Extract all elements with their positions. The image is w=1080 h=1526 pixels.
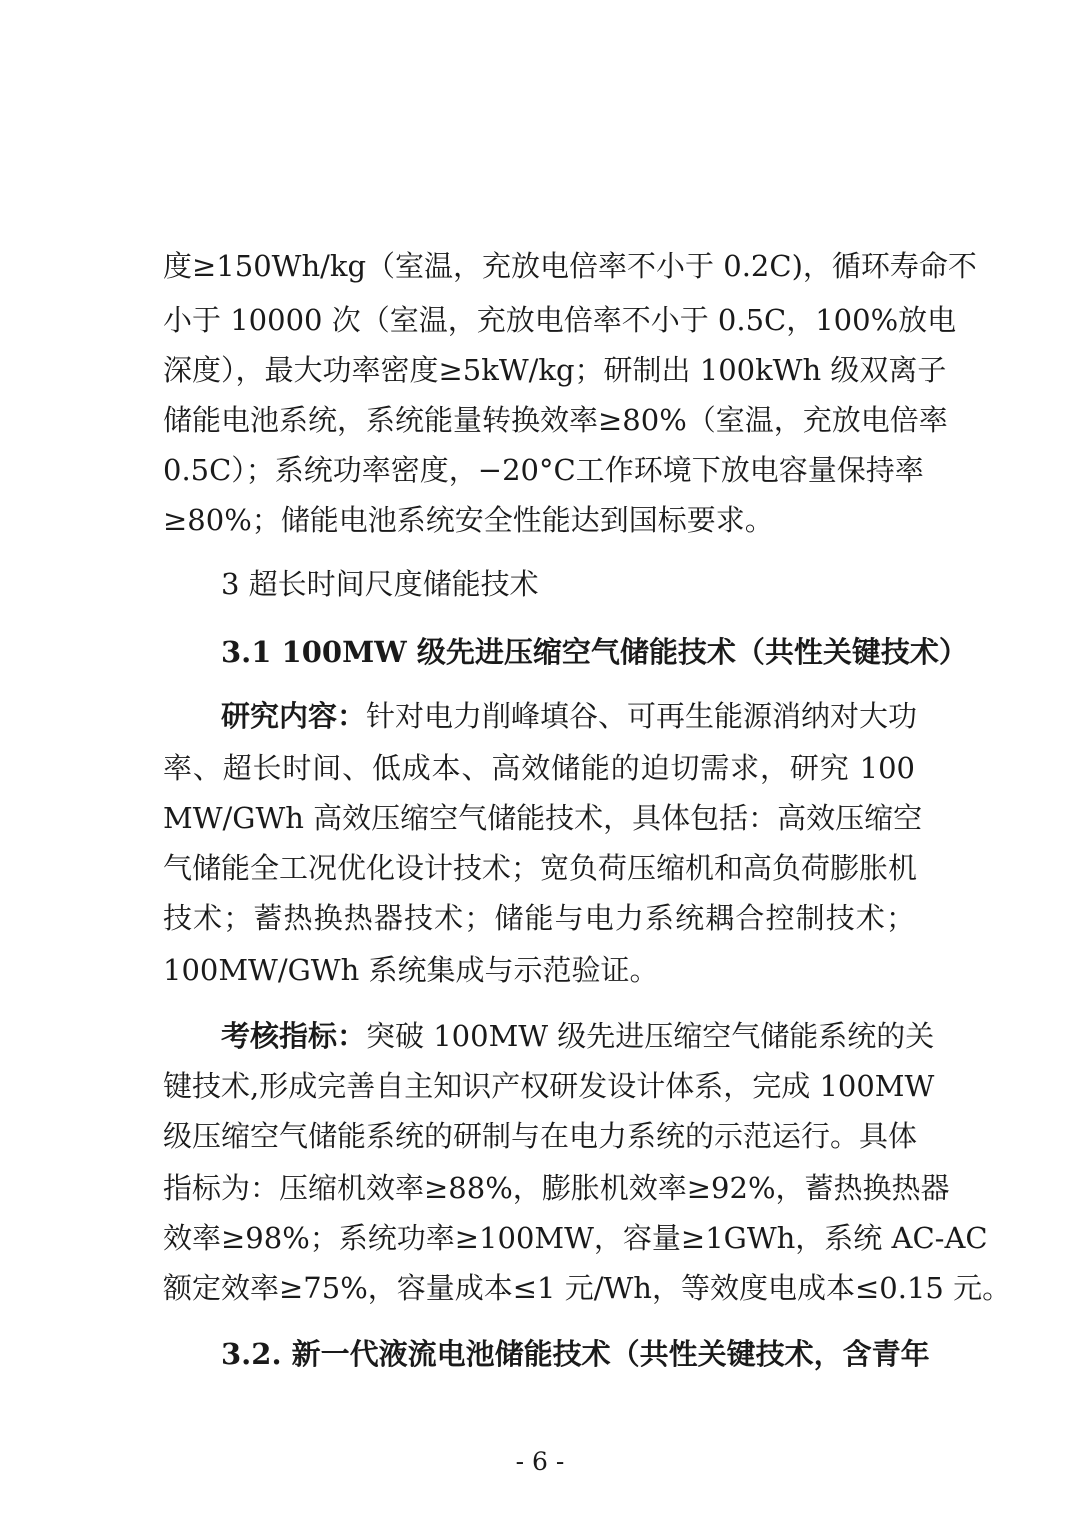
text-line: 级压缩空气储能系统的研制与在电力系统的示范运行。具体 [163,1119,918,1153]
assessment-label: 考核指标： [221,1019,367,1053]
assessment-first-text: 突破 100MW 级先进压缩空气储能系统的关 [366,1019,935,1053]
text-line: 度≥150Wh/kg（室温，充放电倍率不小于 0.2C)，循环寿命不 [163,249,977,283]
page-number: - 6 - [515,1447,565,1476]
text-line: 深度），最大功率密度≥5kW/kg；研制出 100kWh 级双离子 [163,353,947,387]
text-line: ≥80%；储能电池系统安全性能达到国标要求。 [163,503,774,537]
text-line: 指标为：压缩机效率≥88%，膨胀机效率≥92%，蓄热换热器 [163,1171,950,1205]
text-line: 小于 10000 次（室温，充放电倍率不小于 0.5C，100%放电 [163,303,957,337]
subsection-heading: 3.2. 新一代液流电池储能技术（共性关键技术，含青年 [221,1337,930,1371]
text-line: 技术；蓄热换热器技术；储能与电力系统耦合控制技术； [163,901,915,935]
assessment-first-line [221,1010,935,1062]
text-line: 0.5C）；系统功率密度，−20°C工作环境下放电容量保持率 [163,453,924,487]
text-line: 效率≥98%；系统功率≥100MW，容量≥1GWh，系统 AC-AC [163,1221,988,1255]
section-heading: 3 超长时间尺度储能技术 [221,567,539,601]
research-first-line [221,690,918,742]
subsection-heading: 3.1 100MW 级先进压缩空气储能技术（共性关键技术） [221,635,968,669]
text-line: MW/GWh 高效压缩空气储能技术，具体包括：高效压缩空 [163,801,923,835]
text-line: 100MW/GWh 系统集成与示范验证。 [163,953,659,987]
text-line: 率、超长时间、低成本、高效储能的迫切需求，研究 100 [163,751,915,785]
research-first-text: 针对电力削峰填谷、可再生能源消纳对大功 [366,699,918,733]
text-line: 额定效率≥75%，容量成本≤1 元/Wh，等效度电成本≤0.15 元。 [163,1271,1012,1305]
text-line: 气储能全工况优化设计技术；宽负荷压缩机和高负荷膨胀机 [163,851,918,885]
research-label: 研究内容： [221,699,367,733]
text-line: 键技术,形成完善自主知识产权研发设计体系，完成 100MW [163,1069,935,1103]
text-line: 储能电池系统，系统能量转换效率≥80%（室温，充放电倍率 [163,403,948,437]
